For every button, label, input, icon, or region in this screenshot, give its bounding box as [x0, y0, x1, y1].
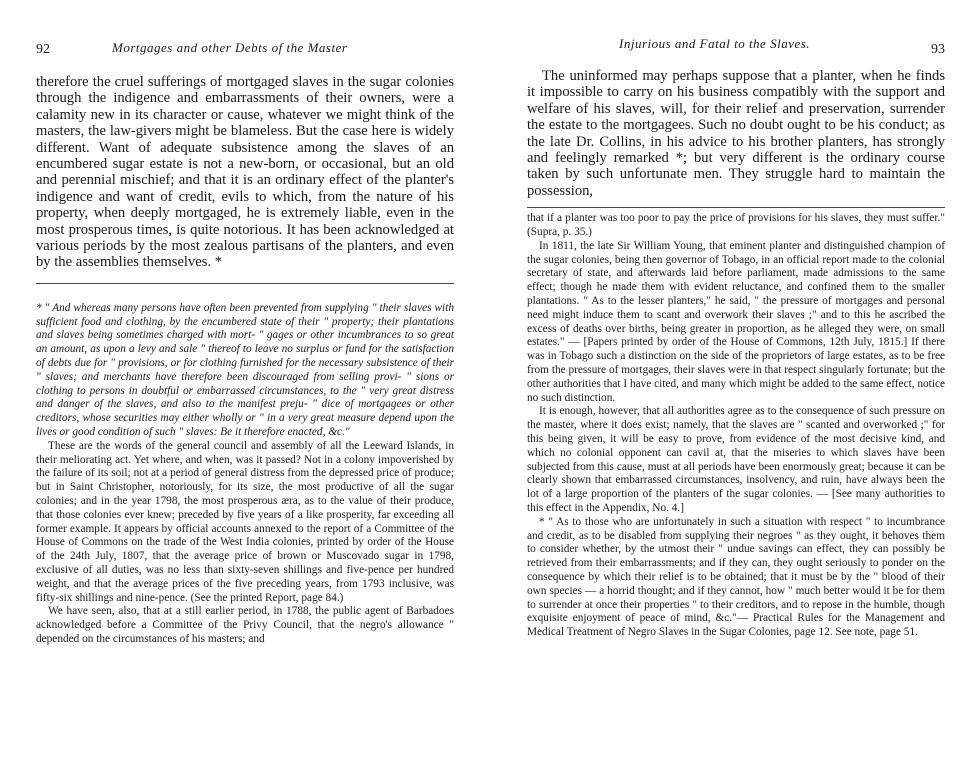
left-footnote-quote: * " And whereas many persons have often been prevented from supplying " their slaves with sufficient food and clothing, by the encumbered state of their " property; their plantations and slaves being sometimes charged with mort- " gages or other incumbrances to so great an amount, as upon a levy and sale " thereof to leave no surplus or fund for the satisfaction of debts due for " provisions, or for clothing furnished for the necessary subsistence of their " slaves; and merchants have therefore been discouraged from selling provi- " sions or clothing to persons in doubtful or embarrassed circumstances, to the " very great distress and danger of the slaves, and also to the manifest preju- " dice of mortgagees or other creditors, whose securities may either wholly or " in a very great measure depend upon the lives or good condition of such " slaves: Be it therefore enacted, &c." [36, 301, 454, 439]
left-footnote-paragraph-2: These are the words of the general council and assembly of all the Leeward Islands, in their meliorating act. Yet where, and when, was it passed? Not in a colony impoverished by the failure of its soil; not at a period of general distress from the depressed price of produce; but in Saint Christopher, notoriously, for its size, the most productive of all the sugar colonies; and in the year 1798, the most prosperous æra, as to the value of their produce, that those colonies ever knew; preceded by five years of a like prosperity, far exceeding all former example. It appears by official accounts annexed to the report of a Committee of the House of Commons on the trade of the West India colonies, printed by order of the House of the 24th July, 1807, that the average price of brown or Muscovado sugar in 1798, exclusive of all duties, was no less than sixty-seven shillings and five-pence per hundred weight, and that the average prices of the five preceding years, from 1793 inclusive, was fifty-six shillings and nine-pence. (See the printed Report, page 84.) [36, 439, 454, 604]
left-body-paragraph: therefore the cruel sufferings of mortgaged slaves in the sugar colonies through the indigence and embarrassments of their owners, were a calamity new in its character or cause, whatever we might think of the masters, the law-givers might be blameless. But the case here is widely different. Want of adequate subsistence among the slaves of an encumbered sugar estate is not a new-born, or occasional, but an old and perennial mischief; and that it is an ordinary effect of the planter's indigence and want of credit, evils to which, from the nature of his property, when deeply mortgaged, he is extremely liable, even in the most prosperous times, is quite notorious. It has been acknowledged at various periods by the most zealous partisans of the planters, and even by the assemblies themselves. * [36, 74, 454, 271]
left-body-text [36, 74, 454, 271]
right-running-title: Injurious and Fatal to the Slaves. [619, 36, 811, 51]
left-footnotes [36, 302, 454, 647]
left-page [36, 0, 454, 765]
right-note-d: * " As to those who are unfortunately in such a situation with respect " to incumbrance and credit, as to be disabled from supplying their negroes " as they ought, it behoves them to consider whether, by the utmost their " undue savings can effect, they can possibly be retrieved from their embarrassments; and if they can, they ought seriously to ponder on the consequence by which their relief is to be obtained; that it must be by the " blood of their own species — a horrid thought; and if they cannot, how " much better would it be for them to surrender at once their properties " to their creditors, and to repose in the humble, though exquisite enjoyment of peace of mind, &c."— Practical Rules for the Management and Medical Treatment of Negro Slaves in the Sugar Colonies, page 12. See note, page 51. [527, 515, 945, 639]
right-footnotes [527, 212, 945, 640]
right-note-c: It is enough, however, that all authorities agree as to the consequence of such pressure on the master, where it does exist; namely, that the slaves are " scanted and overworked ;" for this being given, it will be easy to prove, from evidence of the most decisive kind, and which no colonial opponent can cavil at, that the miseries to which slaves have been subjected from this cause, must at all periods have been enormously great; because it can be clearly shown that embarrassed circumstances, insolvency, and ruin, have always been the lot of a large proportion of the planters of the sugar colonies. — [See many authorities to this effect in the Appendix, No. 4.] [527, 405, 945, 514]
right-body-paragraph: The uninformed may perhaps suppose that a planter, when he finds it impossible to carry on his business compatibly with the support and welfare of his slaves, will, for their relief and preservation, surrender the estate to the mortgagees. Such no doubt ought to be his conduct; as the late Dr. Collins, in his advice to his brother planters, has strongly and feelingly remarked *; but very different is the ordinary course taken by such unfortunate men. They struggle hard to maintain the possession, [527, 68, 945, 199]
left-footnote-rule [36, 283, 454, 284]
right-body-text [527, 68, 945, 199]
right-running-head [527, 36, 945, 68]
left-footnote-paragraph-3: We have seen, also, that at a still earlier period, in 1788, the public agent of Barbadoes acknowledged before a Committee of the Privy Council, that the negro's allowance " depended on the circumstances of his masters; and [36, 605, 454, 645]
right-note-b: In 1811, the late Sir William Young, that eminent planter and distinguished champion of the sugar colonies, being then governor of Tobago, in an official report made to the colonial secretary of state, and afterwards laid before parliament, made admissions to the same effect; though he made them with evident reluctance, and confined them to the smaller plantations. " As to the lesser planters," he said, " the pressure of mortgages and personal need might induce them to scant and overwork their slaves ;" and to this he ascribed the excess of deaths over births, being greater in proportion, as he alleged they were, on small estates." — [Papers printed by order of the House of Commons, 12th July, 1815.] If there was in Tobago such a distinction on the side of the proprietors of large estates, as to be free from the pressure of mortgages, their slaves were in that respect singularly fortunate; but the other authorities that I have cited, and many which might be added to the same effect, notice no such distinction. [527, 239, 945, 404]
right-page-number: 93 [931, 42, 945, 57]
left-page-number: 92 [36, 42, 50, 57]
right-note-a: that if a planter was too poor to pay the price of provisions for his slaves, they must suffer." (Supra, p. 35.) [527, 212, 945, 239]
right-footnote-rule [527, 207, 945, 208]
right-page [527, 0, 945, 765]
left-running-head [36, 42, 454, 68]
left-running-title: Mortgages and other Debts of the Master [112, 40, 348, 55]
